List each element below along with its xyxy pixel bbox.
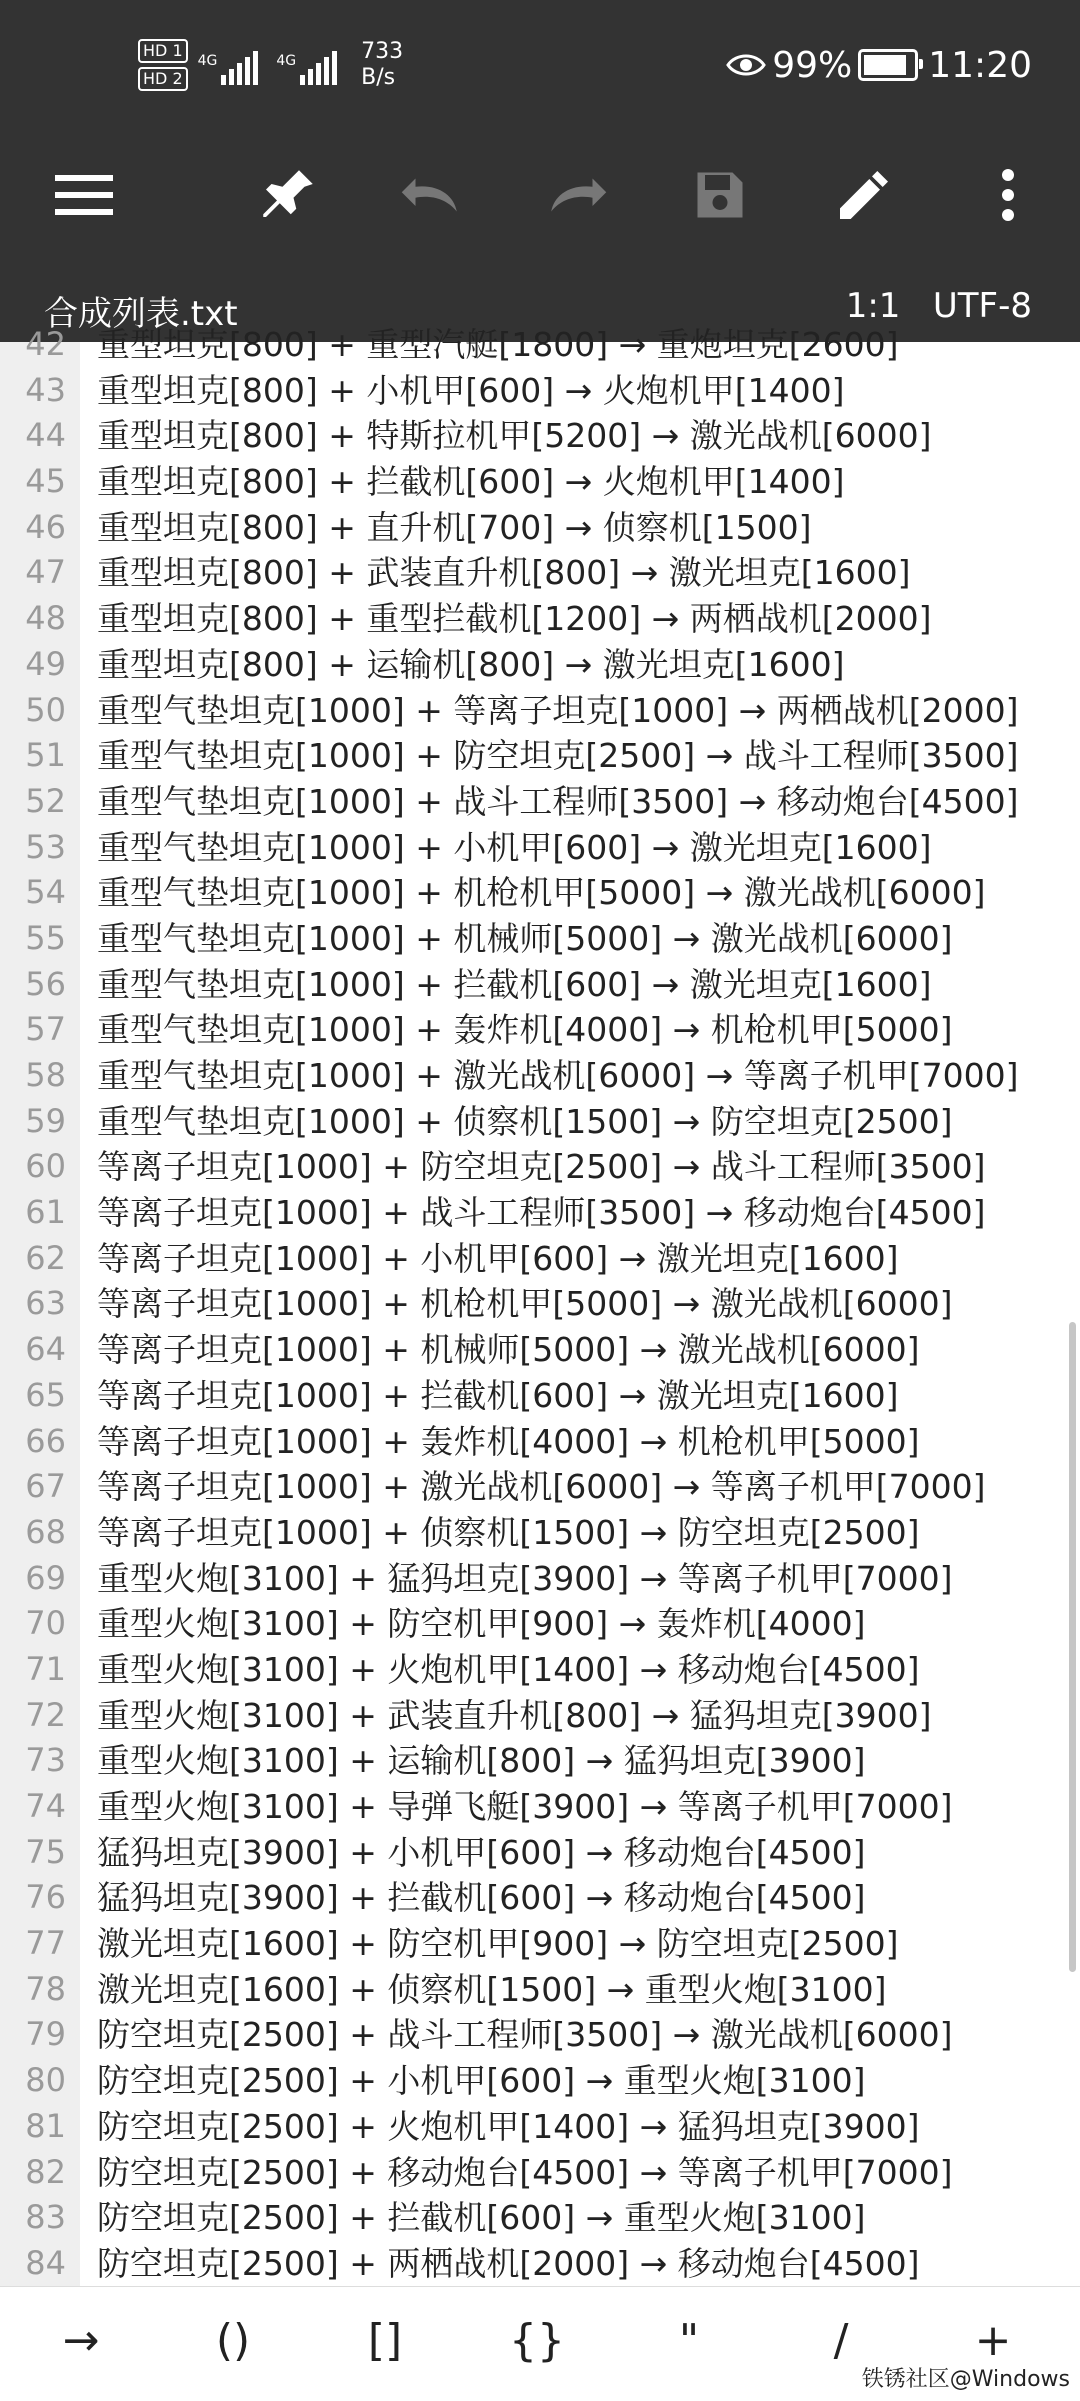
key-brackets[interactable]: []	[367, 2314, 403, 2366]
editor-line[interactable]	[0, 1830, 1080, 1876]
editor-line[interactable]	[0, 1144, 1080, 1190]
signal-1	[198, 45, 259, 85]
editor-line[interactable]	[0, 550, 1080, 596]
line-text: 重型火炮[3100] + 防空机甲[900] → 轰炸机[4000]	[97, 1604, 866, 1644]
encoding-label: UTF-8	[932, 286, 1032, 326]
line-text: 防空坦克[2500] + 拦截机[600] → 重型火炮[3100]	[97, 2198, 866, 2238]
symbol-key-bar	[0, 2286, 1080, 2401]
editor-line[interactable]	[0, 1373, 1080, 1419]
line-text: 重型气垫坦克[1000] + 机械师[5000] → 激光战机[6000]	[97, 918, 953, 958]
line-number: 78	[25, 1969, 66, 2008]
battery-percent: 99%	[772, 44, 853, 86]
line-number: 66	[25, 1421, 66, 1460]
key-arrow[interactable]: →	[62, 2314, 100, 2366]
line-text: 重型坦克[800] + 拦截机[600] → 火炮机甲[1400]	[97, 462, 845, 502]
line-text: 重型气垫坦克[1000] + 拦截机[600] → 激光坦克[1600]	[97, 964, 932, 1004]
line-text: 重型气垫坦克[1000] + 防空坦克[2500] → 战斗工程师[3500]	[97, 736, 1019, 776]
editor-line[interactable]	[0, 825, 1080, 871]
watermark: 铁锈社区@Windows	[861, 2367, 1070, 2392]
editor-line[interactable]	[0, 1419, 1080, 1465]
line-text: 重型火炮[3100] + 导弹飞艇[3900] → 等离子机甲[7000]	[97, 1787, 953, 1826]
line-text: 防空坦克[2500] + 战斗工程师[3500] → 激光战机[6000]	[97, 2015, 953, 2055]
line-text: 防空坦克[2500] + 两栖战机[2000] → 移动炮台[4500]	[97, 2243, 920, 2283]
editor-line[interactable]	[0, 1236, 1080, 1282]
line-number: 47	[25, 553, 66, 592]
editor-line[interactable]	[0, 1784, 1080, 1830]
line-text: 重型火炮[3100] + 运输机[800] → 猛犸坦克[3900]	[97, 1741, 866, 1781]
editor-line[interactable]	[0, 1053, 1080, 1099]
more-icon	[1000, 167, 1016, 223]
line-text: 重型气垫坦克[1000] + 机枪机甲[5000] → 激光战机[6000]	[97, 873, 986, 913]
hd2-badge: HD 2	[138, 67, 188, 91]
line-text: 重型坦克[800] + 武装直升机[800] → 激光坦克[1600]	[97, 553, 911, 593]
editor-line[interactable]	[0, 322, 1080, 368]
line-text: 重型火炮[3100] + 武装直升机[800] → 猛犸坦克[3900]	[97, 1695, 932, 1735]
editor-line[interactable]	[0, 1647, 1080, 1693]
editor-line[interactable]	[0, 2058, 1080, 2104]
editor-line[interactable]	[0, 2012, 1080, 2058]
save-button[interactable]	[680, 155, 760, 235]
line-number: 73	[25, 1741, 66, 1780]
line-number: 69	[25, 1558, 66, 1597]
signal-bars-icon	[300, 45, 337, 85]
editor-line[interactable]	[0, 2104, 1080, 2150]
line-number: 53	[25, 827, 66, 866]
editor-line[interactable]	[0, 2195, 1080, 2241]
line-text: 猛犸坦克[3900] + 拦截机[600] → 移动炮台[4500]	[97, 1878, 866, 1918]
status-bar	[0, 0, 1080, 130]
pin-button[interactable]	[248, 155, 328, 235]
key-plus[interactable]: +	[974, 2314, 1012, 2366]
line-number: 74	[25, 1787, 66, 1825]
line-number: 60	[25, 1147, 66, 1186]
line-text: 猛犸坦克[3900] + 小机甲[600] → 移动炮台[4500]	[97, 1832, 866, 1872]
eye-icon	[726, 51, 766, 79]
editor-line[interactable]	[0, 413, 1080, 459]
line-text: 重型坦克[800] + 小机甲[600] → 火炮机甲[1400]	[97, 370, 845, 410]
line-number: 65	[25, 1375, 66, 1414]
pin-icon	[255, 162, 321, 228]
line-number: 54	[25, 873, 66, 912]
line-number: 64	[25, 1330, 66, 1369]
line-number: 62	[25, 1238, 66, 1277]
line-text: 重型坦克[800] + 重型汽艇[1800] → 重炮坦克[2600]	[97, 325, 899, 364]
line-number: 58	[25, 1056, 66, 1094]
editor-line[interactable]	[0, 870, 1080, 916]
status-right	[726, 38, 1032, 92]
signal1-label: 4G	[197, 53, 218, 69]
line-text: 防空坦克[2500] + 移动炮台[4500] → 等离子机甲[7000]	[97, 2152, 953, 2192]
line-text: 重型坦克[800] + 直升机[700] → 侦察机[1500]	[97, 507, 812, 547]
key-quote[interactable]: "	[678, 2314, 700, 2366]
key-parentheses[interactable]: ()	[215, 2314, 251, 2366]
line-number: 70	[25, 1604, 66, 1643]
cursor-encoding	[846, 286, 1032, 326]
app-header	[0, 0, 1080, 342]
editor-line[interactable]	[0, 916, 1080, 962]
line-number: 42	[25, 325, 66, 363]
speed-value: 733	[361, 39, 404, 64]
editor-line[interactable]	[0, 733, 1080, 779]
editor-line[interactable]	[0, 1556, 1080, 1602]
line-number: 61	[25, 1193, 66, 1232]
editor-line[interactable]	[0, 368, 1080, 414]
signal-bars-icon	[221, 45, 258, 85]
line-number: 44	[25, 416, 66, 455]
editor-line[interactable]	[0, 459, 1080, 505]
editor-line[interactable]	[0, 688, 1080, 734]
editor-line[interactable]	[0, 1007, 1080, 1053]
line-text: 重型气垫坦克[1000] + 小机甲[600] → 激光坦克[1600]	[97, 827, 932, 867]
editor-line[interactable]	[0, 779, 1080, 825]
file-name: 合成列表.txt	[44, 294, 238, 334]
editor-line[interactable]	[0, 1921, 1080, 1967]
menu-button[interactable]	[44, 155, 124, 235]
editor-line[interactable]	[0, 1601, 1080, 1647]
line-number: 56	[25, 964, 66, 1003]
text-editor[interactable]	[0, 325, 1080, 2286]
editor-line[interactable]	[0, 1327, 1080, 1373]
line-text: 等离子坦克[1000] + 拦截机[600] → 激光坦克[1600]	[97, 1375, 899, 1415]
editor-line[interactable]	[0, 962, 1080, 1008]
line-number: 49	[25, 644, 66, 683]
clock: 11:20	[928, 44, 1032, 86]
key-slash[interactable]: /	[833, 2314, 849, 2366]
signal-2	[276, 45, 337, 85]
line-number: 43	[25, 370, 66, 409]
more-options-button[interactable]	[968, 155, 1048, 235]
line-number: 83	[25, 2198, 66, 2237]
editor-line[interactable]	[0, 1875, 1080, 1921]
line-number: 52	[25, 781, 66, 820]
editor-lines	[0, 322, 1080, 2332]
menu-icon	[55, 173, 113, 217]
redo-button[interactable]	[536, 155, 616, 235]
status-left	[138, 30, 403, 100]
line-number: 63	[25, 1284, 66, 1323]
line-text: 重型气垫坦克[1000] + 激光战机[6000] → 等离子机甲[7000]	[97, 1056, 1019, 1095]
cursor-position: 1:1	[845, 286, 901, 326]
editor-line[interactable]	[0, 642, 1080, 688]
speed-unit: B/s	[361, 65, 396, 90]
line-text: 重型坦克[800] + 重型拦截机[1200] → 两栖战机[2000]	[97, 599, 932, 639]
line-text: 激光坦克[1600] + 侦察机[1500] → 重型火炮[3100]	[97, 1969, 887, 2009]
network-speed	[361, 39, 403, 91]
key-braces[interactable]: {}	[509, 2314, 565, 2366]
line-text: 等离子坦克[1000] + 战斗工程师[3500] → 移动炮台[4500]	[97, 1193, 986, 1233]
line-number: 81	[25, 2106, 66, 2145]
editor-line[interactable]	[0, 505, 1080, 551]
line-number: 79	[25, 2015, 66, 2054]
signal2-label: 4G	[276, 53, 297, 69]
editor-line[interactable]	[0, 1510, 1080, 1556]
line-number: 68	[25, 1512, 66, 1551]
line-number: 71	[25, 1649, 66, 1688]
line-text: 重型气垫坦克[1000] + 轰炸机[4000] → 机枪机甲[5000]	[97, 1010, 953, 1050]
line-number: 72	[25, 1695, 66, 1734]
editor-line[interactable]	[0, 2241, 1080, 2287]
line-text: 等离子坦克[1000] + 激光战机[6000] → 等离子机甲[7000]	[97, 1467, 986, 1507]
line-text: 重型坦克[800] + 特斯拉机甲[5200] → 激光战机[6000]	[97, 416, 932, 456]
line-number: 76	[25, 1878, 66, 1917]
line-number: 51	[25, 736, 66, 775]
line-number: 48	[25, 599, 66, 638]
editor-line[interactable]	[0, 1099, 1080, 1145]
scrollbar[interactable]	[1069, 1322, 1076, 1972]
line-text: 等离子坦克[1000] + 小机甲[600] → 激光坦克[1600]	[97, 1238, 899, 1278]
line-number: 50	[25, 690, 66, 729]
battery-icon	[858, 49, 918, 81]
editor-line[interactable]	[0, 596, 1080, 642]
line-number: 84	[25, 2243, 66, 2282]
line-text: 重型气垫坦克[1000] + 侦察机[1500] → 防空坦克[2500]	[97, 1101, 953, 1141]
line-text: 激光坦克[1600] + 防空机甲[900] → 防空坦克[2500]	[97, 1924, 899, 1964]
line-number: 80	[25, 2061, 66, 2100]
editor-line[interactable]	[0, 1281, 1080, 1327]
line-number: 82	[25, 2152, 66, 2191]
edit-button[interactable]	[824, 155, 904, 235]
editor-line[interactable]	[0, 1190, 1080, 1236]
line-number: 46	[25, 507, 66, 546]
line-text: 等离子坦克[1000] + 轰炸机[4000] → 机枪机甲[5000]	[97, 1421, 920, 1461]
hd1-badge: HD 1	[138, 39, 188, 63]
line-text: 重型气垫坦克[1000] + 战斗工程师[3500] → 移动炮台[4500]	[97, 781, 1019, 821]
line-number: 55	[25, 918, 66, 957]
line-text: 重型坦克[800] + 运输机[800] → 激光坦克[1600]	[97, 644, 845, 684]
redo-icon	[543, 173, 609, 217]
line-number: 67	[25, 1467, 66, 1506]
editor-line[interactable]	[0, 1693, 1080, 1739]
line-number: 57	[25, 1010, 66, 1049]
editor-line[interactable]	[0, 1464, 1080, 1510]
line-number: 75	[25, 1832, 66, 1871]
line-text: 重型气垫坦克[1000] + 等离子坦克[1000] → 两栖战机[2000]	[97, 690, 1019, 730]
line-text: 等离子坦克[1000] + 侦察机[1500] → 防空坦克[2500]	[97, 1512, 920, 1552]
line-text: 等离子坦克[1000] + 防空坦克[2500] → 战斗工程师[3500]	[97, 1147, 986, 1187]
line-text: 等离子坦克[1000] + 机枪机甲[5000] → 激光战机[6000]	[97, 1284, 953, 1324]
line-text: 等离子坦克[1000] + 机械师[5000] → 激光战机[6000]	[97, 1330, 920, 1370]
line-number: 77	[25, 1924, 66, 1963]
line-number: 59	[25, 1101, 66, 1140]
editor-line[interactable]	[0, 1738, 1080, 1784]
save-icon	[690, 165, 750, 225]
line-text: 重型火炮[3100] + 火炮机甲[1400] → 移动炮台[4500]	[97, 1649, 920, 1689]
edit-icon	[832, 163, 896, 227]
editor-line[interactable]	[0, 1967, 1080, 2013]
undo-icon	[399, 173, 465, 217]
hd-indicators	[138, 37, 188, 93]
toolbar	[0, 130, 1080, 260]
line-text: 重型火炮[3100] + 猛犸坦克[3900] → 等离子机甲[7000]	[97, 1558, 953, 1598]
undo-button[interactable]	[392, 155, 472, 235]
line-number: 45	[25, 462, 66, 501]
editor-line[interactable]	[0, 2150, 1080, 2196]
line-text: 防空坦克[2500] + 火炮机甲[1400] → 猛犸坦克[3900]	[97, 2106, 920, 2146]
line-text: 防空坦克[2500] + 小机甲[600] → 重型火炮[3100]	[97, 2061, 866, 2101]
